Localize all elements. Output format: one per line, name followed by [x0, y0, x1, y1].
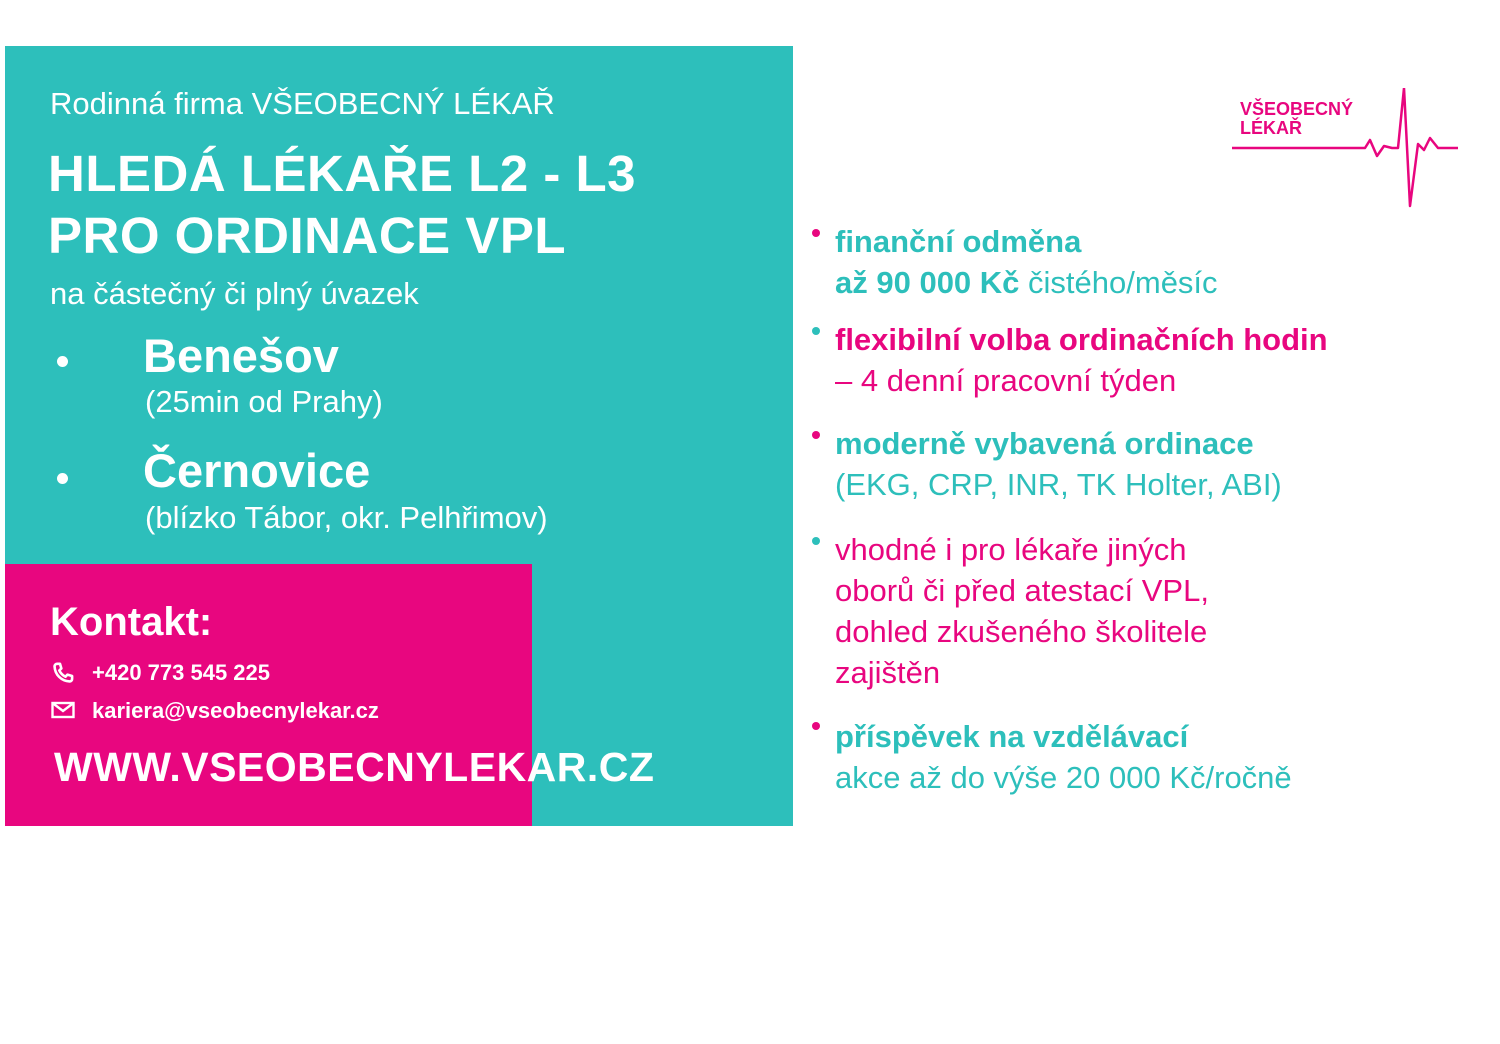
benefit-title: příspěvek na vzdělávací	[835, 719, 1189, 754]
bullet-dot	[57, 356, 68, 367]
brand-logo-line-2: LÉKAŘ	[1240, 118, 1302, 138]
benefit-bullet	[812, 722, 820, 730]
benefit-detail: (EKG, CRP, INR, TK Holter, ABI)	[835, 467, 1282, 502]
benefit-item	[835, 319, 1328, 401]
benefit-bullet	[812, 537, 820, 545]
benefit-highlight: až 90 000 Kč	[835, 265, 1020, 300]
benefit-detail: čistého/měsíc	[1019, 265, 1218, 300]
intro-text: Rodinná firma VŠEOBECNÝ LÉKAŘ	[50, 86, 555, 121]
benefit-title: finanční odměna	[835, 224, 1082, 259]
benefit-title: moderně vybavená ordinace	[835, 426, 1254, 461]
mail-icon	[51, 701, 75, 719]
website-link[interactable]: WWW.VSEOBECNYLEKAR.CZ	[54, 744, 655, 790]
contact-title: Kontakt:	[50, 600, 213, 644]
phone-icon	[50, 660, 76, 686]
benefit-item	[835, 423, 1282, 505]
location-note: (blízko Tábor, okr. Pelhřimov)	[145, 500, 548, 535]
phone-number[interactable]: +420 773 545 225	[92, 660, 271, 685]
benefit-title: flexibilní volba ordinačních hodin	[835, 322, 1328, 357]
benefit-item	[835, 221, 1218, 303]
benefit-line: zajištěn	[835, 655, 941, 690]
brand-logo-line-1: VŠEOBECNÝ	[1240, 99, 1354, 119]
employment-type: na částečný či plný úvazek	[50, 276, 419, 311]
benefit-bullet	[812, 327, 820, 335]
benefit-line: vhodné i pro lékaře jiných	[835, 532, 1187, 567]
heartbeat-icon	[1232, 88, 1460, 210]
email-address[interactable]: kariera@vseobecnylekar.cz	[92, 698, 379, 723]
bullet-dot	[57, 473, 68, 484]
benefit-bullet	[812, 431, 820, 439]
location-name: Černovice	[143, 444, 371, 497]
benefit-item	[835, 716, 1292, 798]
location-note: (25min od Prahy)	[145, 384, 383, 419]
benefit-line: dohled zkušeného školitele	[835, 614, 1208, 649]
headline	[48, 143, 636, 267]
benefit-line: oborů či před atestací VPL,	[835, 573, 1209, 608]
benefit-bullet	[812, 229, 820, 237]
location-name: Benešov	[143, 329, 339, 382]
benefit-detail: akce až do výše 20 000 Kč/ročně	[835, 760, 1292, 795]
headline-line-1: HLEDÁ LÉKAŘE L2 - L3	[48, 145, 637, 202]
benefit-detail: – 4 denní pracovní týden	[835, 363, 1177, 398]
benefit-item	[835, 529, 1209, 693]
headline-line-2: PRO ORDINACE VPL	[48, 207, 567, 264]
